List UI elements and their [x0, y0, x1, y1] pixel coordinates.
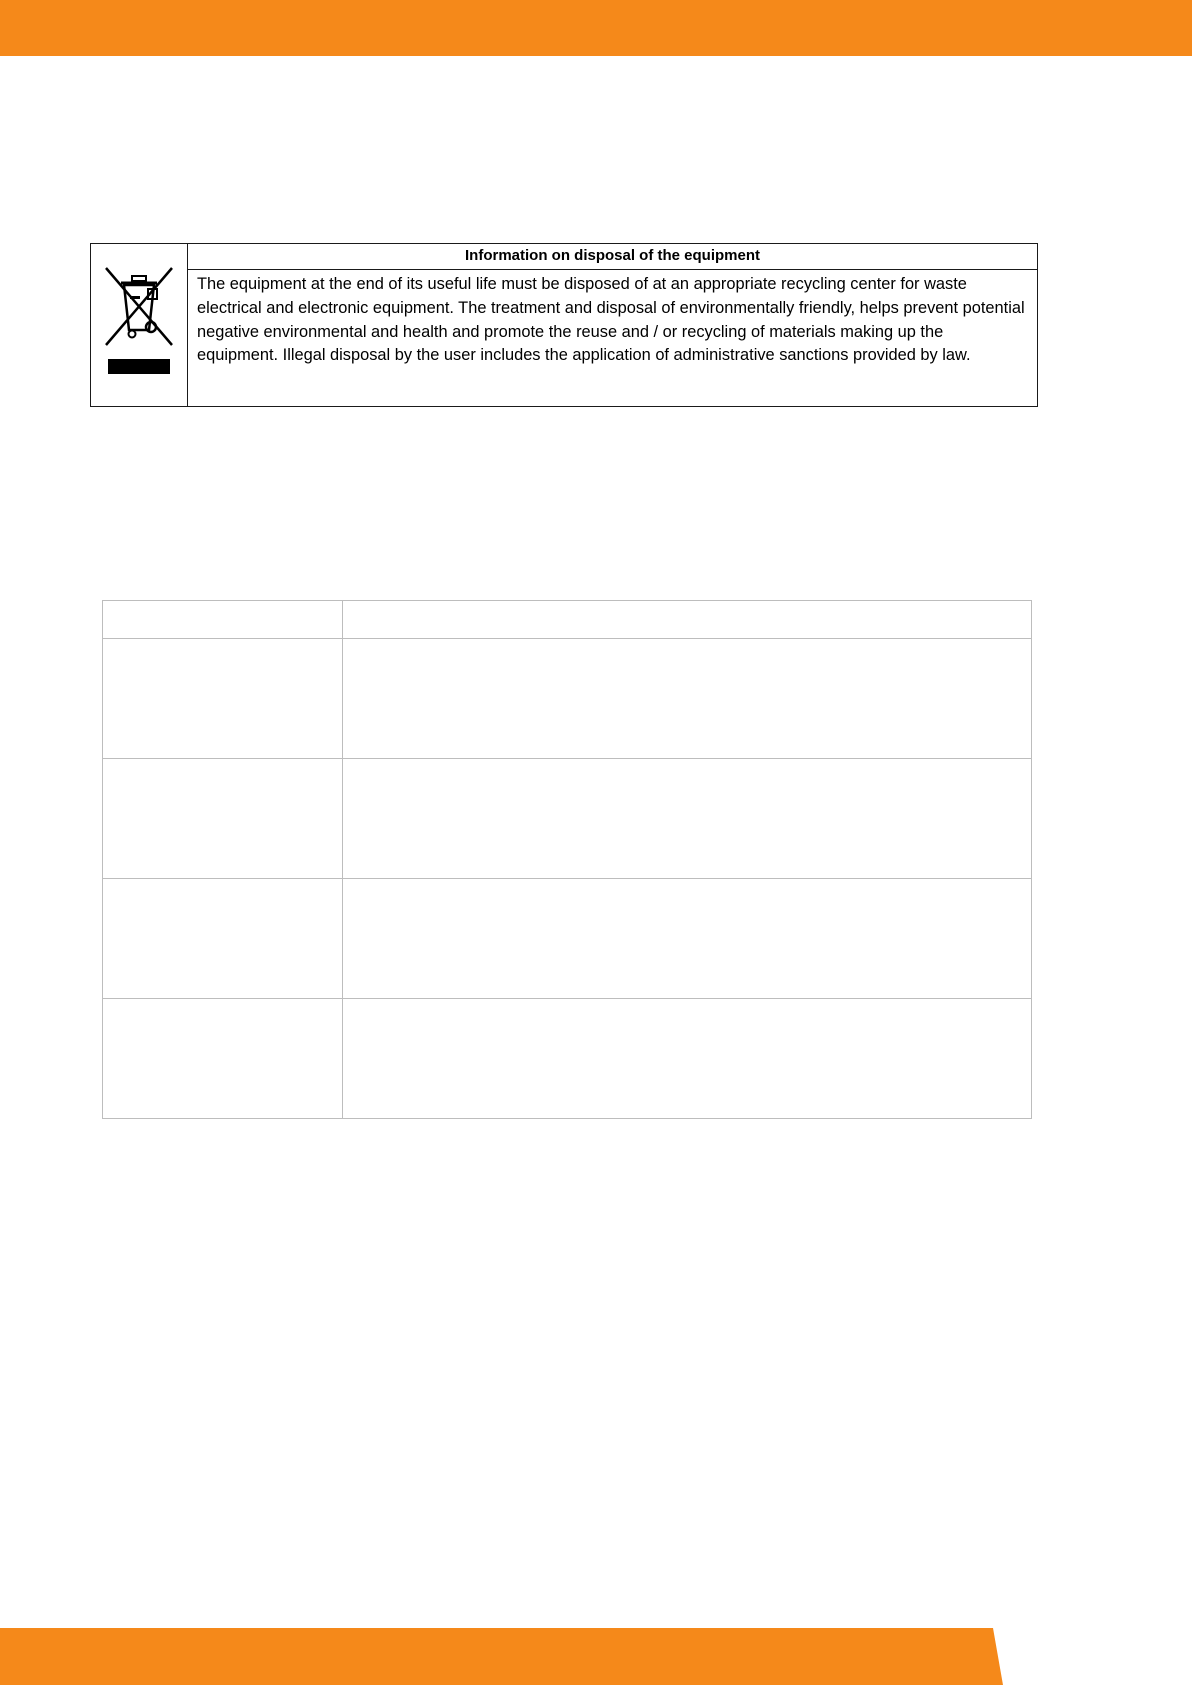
table-cell — [343, 601, 1032, 639]
table-row — [103, 639, 1032, 759]
footer-bar-fill — [0, 1628, 1003, 1685]
spec-table — [102, 600, 1032, 1119]
table-cell — [103, 999, 343, 1119]
weee-symbol-cell — [91, 244, 188, 406]
table-cell — [343, 999, 1032, 1119]
table-cell — [343, 759, 1032, 879]
table-cell — [343, 639, 1032, 759]
weee-crossed-bin-icon — [101, 258, 177, 383]
header-bar-fill — [0, 0, 1192, 56]
table-cell — [343, 879, 1032, 999]
footer-bar — [0, 1628, 1192, 1685]
table-row — [103, 879, 1032, 999]
table-header-row — [103, 601, 1032, 639]
disposal-info-cell — [188, 244, 1037, 406]
table-cell — [103, 879, 343, 999]
disposal-heading: Information on disposal of the equipment — [188, 244, 1037, 270]
table-cell — [103, 639, 343, 759]
table-cell — [103, 601, 343, 639]
header-bar — [0, 0, 1192, 56]
table-row — [103, 999, 1032, 1119]
table-row — [103, 759, 1032, 879]
table-cell — [103, 759, 343, 879]
disposal-text: The equipment at the end of its useful life must be disposed of at an appropriate recycling center for waste electrical and electronic equipment. The treatment and disposal of environmentally friendly, helps prevent potential negative environmental and health and promote the reuse and / or recycling of materials making up the equipment. Illegal disposal by the user includes the application of administrative sanctions provided by law. — [197, 275, 1025, 365]
disposal-info-box — [90, 243, 1038, 407]
